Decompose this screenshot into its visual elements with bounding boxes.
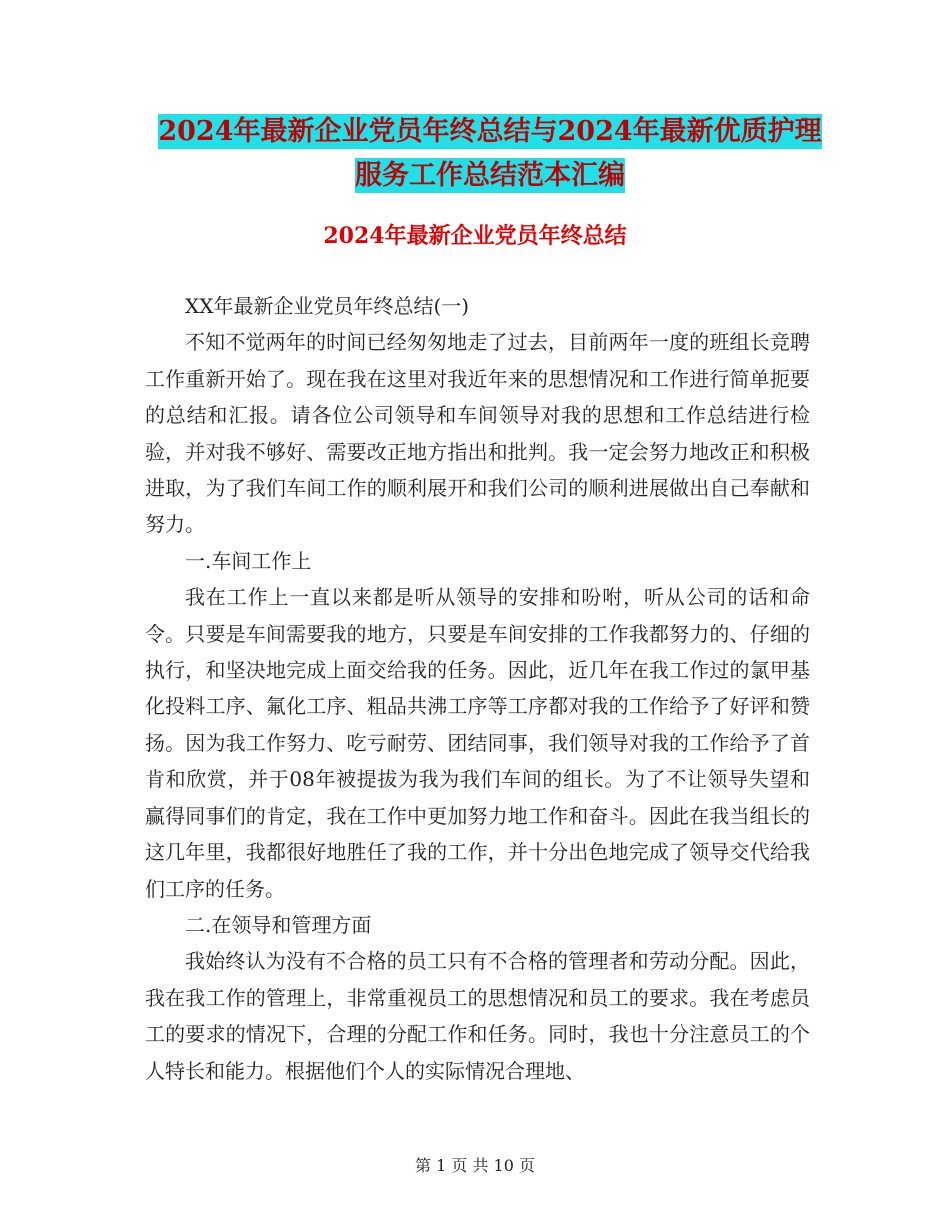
section-title: 2024年最新企业党员年终总结 [323,223,627,249]
subtitle-paragraph: XX年最新企业党员年终总结(一) [185,294,470,318]
title-highlight: 2024年最新企业党员年终总结与2024年最新优质护理 [158,116,822,147]
document-title-line-2 [150,150,830,202]
title-highlight: 服务工作总结范本汇编 [355,160,625,191]
intro-paragraph: 不知不觉两年的时间已经匆匆地走了过去，目前两年一度的班组长竞聘工作重新开始了。现在我在这里对我近年来的思想情况和工作进行简单扼要的总结和汇报。请各位公司领导和车间领导对我的思想和工作总结进行检验，并对我不够好、需要改正地方指出和批判。我一定会努力地改正和积极进取，为了我们车间工作的顺利展开和我们公司的顺利进展做出自己奉献和努力。 [145,330,810,537]
leadership-management-paragraph: 我始终认为没有不合格的员工只有不合格的管理者和劳动分配。因此，我在我工作的管理上，非常重视员工的思想情况和员工的要求。我在考虑员工的要求的情况下，合理的分配工作和任务。同时，我也十分注意员工的个人特长和能力。根据他们个人的实际情况合理地、 [145,949,810,1083]
heading-leadership-management: 二.在领导和管理方面 [185,912,372,937]
page-footer: 第 1 页 共 10 页 [415,1156,535,1175]
heading-workshop-work: 一.车间工作上 [185,548,312,573]
workshop-work-paragraph: 我在工作上一直以来都是听从领导的安排和吩咐，听从公司的话和命令。只要是车间需要我的地方，只要是车间安排的工作我都努力的、仔细的执行，和坚决地完成上面交给我的任务。因此，近几年在我工作过的氯甲基化投料工序、氟化工序、粗品共沸工序等工序都对我的工作给予了好评和赞扬。因为我工作努力、吃亏耐劳、团结同事，我们领导对我的工作给予了首肯和欣赏，并于08年被提拔为我为我们车间的组长。为了不让领导失望和赢得同事们的肯定，我在工作中更加努力地工作和奋斗。因此在我当组长的这几年里，我都很好地胜任了我的工作，并十分出色地完成了领导交代给我们工序的任务。 [145,585,810,901]
body-text [145,288,810,1089]
